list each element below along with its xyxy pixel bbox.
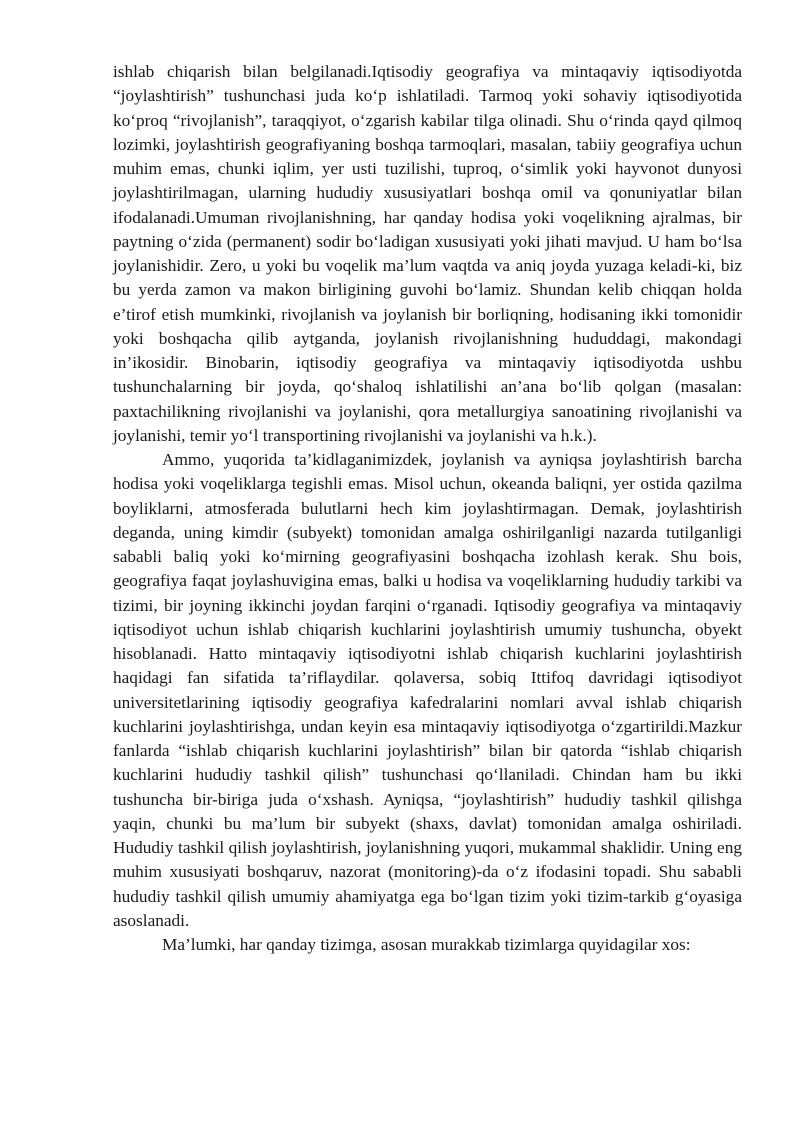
paragraph-2: Ammo, yuqorida ta’kidlaganimizdek, joylanish va ayniqsa joylashtirish barcha hodisa yoki voqeliklarga tegishli emas. Misol uchun, okeanda baliqni, yer ostida qazilma boyliklarni, atmosferada bulutlarni hech kim joylashtirmagan. Demak, joylashtirish deganda, uning kimdir (subyekt) tomonidan amalga oshirilganligi nazarda tutilganligi sababli baliq yoki ko‘mirning geografiyasini boshqacha izohlash kerak. Shu bois, geografiya faqat joylashuvigina emas, balki u hodisa va voqeliklarning hududiy tarkibi va tizimi, bir joyning ikkinchi joydan farqini o‘rganadi. Iqtisodiy geografiya va mintaqaviy iqtisodiyot uchun ishlab chiqarish kuchlarini joylashtirish umumiy tushuncha, obyekt hisoblanadi. Hatto mintaqaviy iqtisodiyotni ishlab chiqarish kuchlarini joylashtirish haqidagi fan sifatida ta’riflaydilar. qolaversa, sobiq Ittifoq davridagi iqtisodiyot universitetlarining iqtisodiy geografiya kafedralarini nomlari avval ishlab chiqarish kuchlarini joylashtirishga, undan keyin esa mintaqaviy iqtisodiyotga o‘zgartirildi.Mazkur fanlarda “ishlab chiqarish kuchlarini joylashtirish” bilan bir qatorda “ishlab chiqarish kuchlarini hududiy tashkil qilish” tushunchasi qo‘llaniladi. Chindan ham bu ikki tushuncha bir-biriga juda o‘xshash. Ayniqsa, “joylashtirish” hududiy tashkil qilishga yaqin, chunki bu ma’lum bir subyekt (shaxs, davlat) tomonidan amalga oshiriladi. Hududiy tashkil qilish joylashtirish, joylanishning yuqori, mukammal shaklidir. Uning eng muhim xususiyati boshqaruv, nazorat (monitoring)-da o‘z ifodasini topadi. Shu sababli hududiy tashkil qilish umumiy ahamiyatga ega bo‘lgan tizim yoki tizim-tarkib g‘oyasiga asoslanadi.: [113, 450, 742, 930]
paragraph-3: Ma’lumki, har qanday tizimga, asosan murakkab tizimlarga quyidagilar xos:: [162, 935, 691, 954]
paragraph-1: ishlab chiqarish bilan belgilanadi.Iqtisodiy geografiya va mintaqaviy iqtisodiyotda “joylashtirish” tushunchasi juda ko‘p ishlatiladi. Tarmoq yoki sohaviy iqtisodiyotida ko‘proq “rivojlanish”, taraqqiyot, o‘zgarish kabilar tilga olinadi. Shu o‘rinda qayd qilmoq lozimki, joylashtirish geografiyaning boshqa tarmoqlari, masalan, tabiiy geografiya uchun muhim emas, chunki iqlim, yer usti tuzilishi, tuproq, o‘simlik yoki hayvonot dunyosi joylashtirilmagan, ularning hududiy xususiyatlari boshqa omil va qonuniyatlar bilan ifodalanadi.Umuman rivojlanishning, har qanday hodisa yoki voqelikning ajralmas, bir paytning o‘zida (permanent) sodir bo‘ladigan xususiyati yoki jihati mavjud. U ham bo‘lsa joylanishidir. Zero, u yoki bu voqelik ma’lum vaqtda va aniq joyda yuzaga keladi-ki, biz bu yerda zamon va makon birligining guvohi bo‘lamiz. Shundan kelib chiqqan holda e’tirof etish mumkinki, rivojlanish va joylanish bir borliqning, hodisaning ikki tomonidir yoki boshqacha qilib aytganda, joylanish rivojlanishning hududdagi, makondagi in’ikosidir. Binobarin, iqtisodiy geografiya va mintaqaviy iqtisodiyotda ushbu tushunchalarning bir joyda, qo‘shaloq ishlatilishi an’ana bo‘lib qolgan (masalan: paxtachilikning rivojlanishi va joylanishi, qora metallurgiya sanoatining rivojlanishi va joylanishi, temir yo‘l transportining rivojlanishi va joylanishi va h.k.).: [113, 62, 742, 445]
document-body: [113, 60, 742, 957]
